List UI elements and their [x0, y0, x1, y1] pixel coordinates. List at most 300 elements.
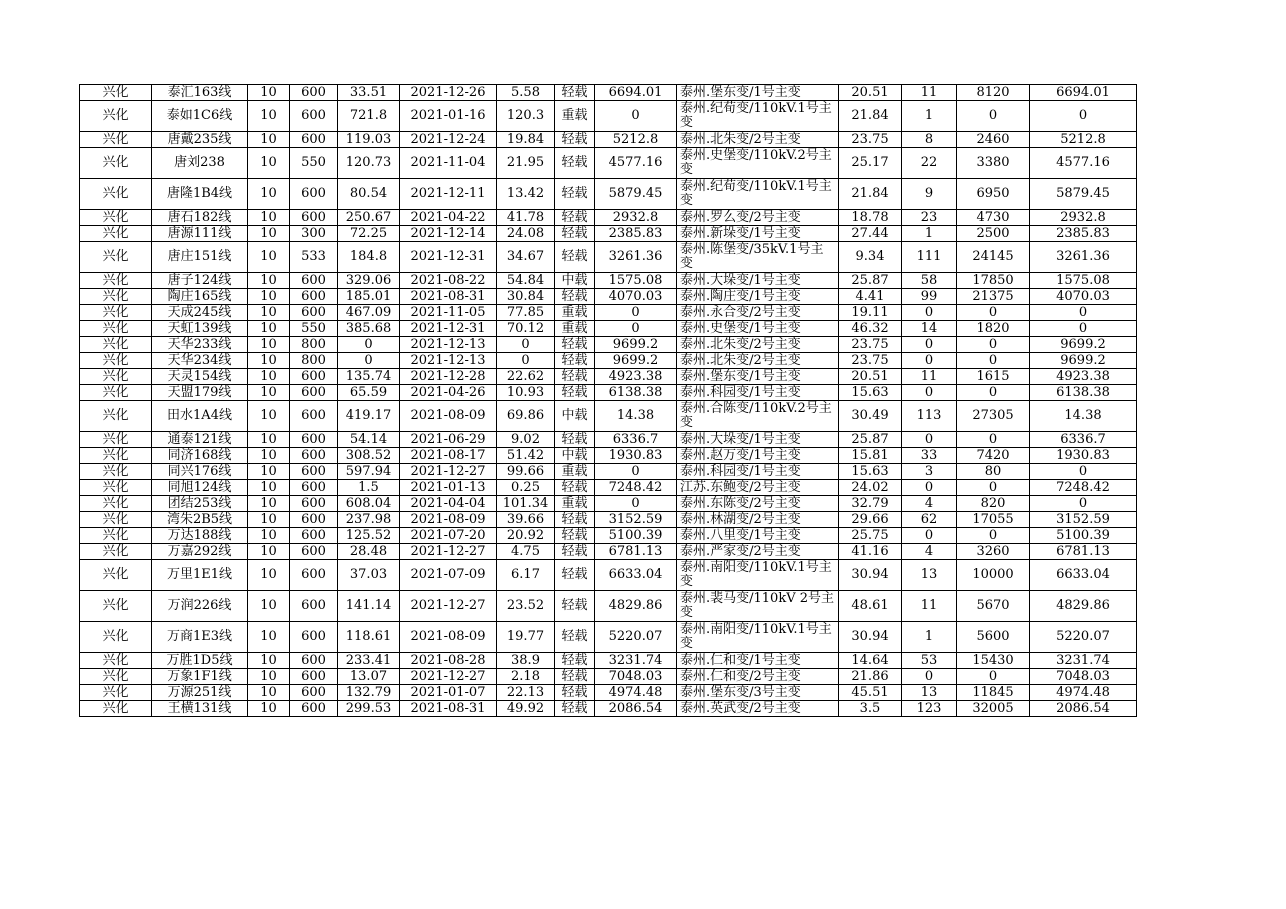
max-load-cell: 141.14: [338, 591, 400, 622]
region-cell: 兴化: [80, 653, 152, 669]
region-cell: 兴化: [80, 401, 152, 432]
transformer-load-rate-cell: 25.87: [839, 432, 902, 448]
transformer-load-rate-cell: 15.63: [839, 385, 902, 401]
transformer-load-rate-cell: 32.79: [839, 496, 902, 512]
capacity-cell: 600: [290, 369, 338, 385]
date-cell: 2021-12-27: [400, 464, 497, 480]
date-cell: 2021-08-28: [400, 653, 497, 669]
load-rate-cell: 0: [497, 353, 555, 369]
transformer-cell: 泰州.北朱变/2号主变: [677, 132, 839, 148]
region-cell: 兴化: [80, 622, 152, 653]
transformer-cell: 泰州.史堡变/110kV.2号主变: [677, 148, 839, 179]
region-cell: 兴化: [80, 305, 152, 321]
region-cell: 兴化: [80, 242, 152, 273]
date-cell: 2021-12-24: [400, 132, 497, 148]
remaining-capacity-cell: 4829.86: [1030, 591, 1137, 622]
max-load-cell: 329.06: [338, 273, 400, 289]
voltage-cell: 10: [248, 210, 290, 226]
capacity-cell: 600: [290, 432, 338, 448]
transformer-cell: 泰州.堡东变/1号主变: [677, 369, 839, 385]
load-rate-cell: 5.58: [497, 85, 555, 101]
transformer-cell: 泰州.北朱变/2号主变: [677, 353, 839, 369]
user-count-cell: 0: [902, 432, 957, 448]
date-cell: 2021-12-13: [400, 337, 497, 353]
remaining-capacity-cell: 4577.16: [1030, 148, 1137, 179]
line-name-cell: 万源251线: [152, 685, 248, 701]
table-row: [80, 653, 1137, 669]
user-capacity-cell: 11845: [957, 685, 1030, 701]
user-count-cell: 1: [902, 226, 957, 242]
region-cell: 兴化: [80, 226, 152, 242]
date-cell: 2021-04-26: [400, 385, 497, 401]
region-cell: 兴化: [80, 544, 152, 560]
line-name-cell: 天华234线: [152, 353, 248, 369]
transformer-load-rate-cell: 21.84: [839, 101, 902, 132]
user-capacity-cell: 1820: [957, 321, 1030, 337]
max-load-cell: 597.94: [338, 464, 400, 480]
region-cell: 兴化: [80, 289, 152, 305]
voltage-cell: 10: [248, 528, 290, 544]
transformer-cell: 泰州.大垛变/1号主变: [677, 273, 839, 289]
available-capacity-cell: 3152.59: [595, 512, 677, 528]
max-load-cell: 37.03: [338, 560, 400, 591]
capacity-cell: 300: [290, 226, 338, 242]
date-cell: 2021-01-07: [400, 685, 497, 701]
user-count-cell: 0: [902, 305, 957, 321]
load-rate-cell: 101.34: [497, 496, 555, 512]
capacity-cell: 600: [290, 85, 338, 101]
table-row: [80, 701, 1137, 717]
max-load-cell: 125.52: [338, 528, 400, 544]
table-row: [80, 289, 1137, 305]
voltage-cell: 10: [248, 101, 290, 132]
load-rate-cell: 20.92: [497, 528, 555, 544]
transformer-cell: 泰州.大垛变/1号主变: [677, 432, 839, 448]
capacity-cell: 600: [290, 512, 338, 528]
load-status-cell: 轻载: [555, 226, 595, 242]
table-row: [80, 669, 1137, 685]
remaining-capacity-cell: 7048.03: [1030, 669, 1137, 685]
voltage-cell: 10: [248, 385, 290, 401]
date-cell: 2021-12-11: [400, 179, 497, 210]
date-cell: 2021-01-13: [400, 480, 497, 496]
user-capacity-cell: 3380: [957, 148, 1030, 179]
capacity-cell: 600: [290, 622, 338, 653]
load-rate-cell: 22.62: [497, 369, 555, 385]
capacity-cell: 550: [290, 148, 338, 179]
user-count-cell: 1: [902, 622, 957, 653]
voltage-cell: 10: [248, 321, 290, 337]
load-rate-cell: 13.42: [497, 179, 555, 210]
transformer-cell: 泰州.裴马变/110kV 2号主变: [677, 591, 839, 622]
user-count-cell: 0: [902, 385, 957, 401]
max-load-cell: 119.03: [338, 132, 400, 148]
available-capacity-cell: 4923.38: [595, 369, 677, 385]
date-cell: 2021-12-13: [400, 353, 497, 369]
load-rate-cell: 9.02: [497, 432, 555, 448]
max-load-cell: 721.8: [338, 101, 400, 132]
remaining-capacity-cell: 5879.45: [1030, 179, 1137, 210]
voltage-cell: 10: [248, 544, 290, 560]
user-count-cell: 0: [902, 353, 957, 369]
transformer-load-rate-cell: 23.75: [839, 353, 902, 369]
max-load-cell: 72.25: [338, 226, 400, 242]
transformer-cell: 泰州.南阳变/110kV.1号主变: [677, 622, 839, 653]
line-name-cell: 万象1F1线: [152, 669, 248, 685]
max-load-cell: 120.73: [338, 148, 400, 179]
date-cell: 2021-04-22: [400, 210, 497, 226]
max-load-cell: 33.51: [338, 85, 400, 101]
transformer-cell: 泰州.仁和变/1号主变: [677, 653, 839, 669]
capacity-cell: 550: [290, 321, 338, 337]
available-capacity-cell: 4577.16: [595, 148, 677, 179]
line-name-cell: 王横131线: [152, 701, 248, 717]
available-capacity-cell: 14.38: [595, 401, 677, 432]
user-capacity-cell: 80: [957, 464, 1030, 480]
max-load-cell: 250.67: [338, 210, 400, 226]
voltage-cell: 10: [248, 337, 290, 353]
transformer-cell: 泰州.合陈变/110kV.2号主变: [677, 401, 839, 432]
load-rate-cell: 41.78: [497, 210, 555, 226]
transformer-load-rate-cell: 41.16: [839, 544, 902, 560]
date-cell: 2021-11-05: [400, 305, 497, 321]
available-capacity-cell: 9699.2: [595, 337, 677, 353]
remaining-capacity-cell: 0: [1030, 305, 1137, 321]
table-row: [80, 242, 1137, 273]
line-name-cell: 天盟179线: [152, 385, 248, 401]
load-rate-cell: 49.92: [497, 701, 555, 717]
region-cell: 兴化: [80, 179, 152, 210]
remaining-capacity-cell: 6138.38: [1030, 385, 1137, 401]
load-status-cell: 轻载: [555, 385, 595, 401]
date-cell: 2021-12-31: [400, 321, 497, 337]
line-name-cell: 万达188线: [152, 528, 248, 544]
user-capacity-cell: 0: [957, 432, 1030, 448]
region-cell: 兴化: [80, 669, 152, 685]
transformer-load-rate-cell: 3.5: [839, 701, 902, 717]
capacity-cell: 600: [290, 273, 338, 289]
user-capacity-cell: 2460: [957, 132, 1030, 148]
table-row: [80, 432, 1137, 448]
user-capacity-cell: 0: [957, 528, 1030, 544]
available-capacity-cell: 5100.39: [595, 528, 677, 544]
voltage-cell: 10: [248, 85, 290, 101]
transformer-cell: 泰州.科园变/1号主变: [677, 385, 839, 401]
date-cell: 2021-12-27: [400, 669, 497, 685]
capacity-cell: 533: [290, 242, 338, 273]
user-count-cell: 99: [902, 289, 957, 305]
remaining-capacity-cell: 2385.83: [1030, 226, 1137, 242]
line-name-cell: 唐隆1B4线: [152, 179, 248, 210]
user-count-cell: 11: [902, 85, 957, 101]
user-capacity-cell: 24145: [957, 242, 1030, 273]
transformer-load-rate-cell: 29.66: [839, 512, 902, 528]
capacity-cell: 600: [290, 591, 338, 622]
line-name-cell: 泰汇163线: [152, 85, 248, 101]
available-capacity-cell: 6781.13: [595, 544, 677, 560]
table-row: [80, 321, 1137, 337]
user-capacity-cell: 0: [957, 353, 1030, 369]
user-count-cell: 1: [902, 101, 957, 132]
load-status-cell: 重载: [555, 101, 595, 132]
region-cell: 兴化: [80, 385, 152, 401]
available-capacity-cell: 0: [595, 464, 677, 480]
load-rate-cell: 54.84: [497, 273, 555, 289]
user-capacity-cell: 32005: [957, 701, 1030, 717]
transformer-load-rate-cell: 21.84: [839, 179, 902, 210]
date-cell: 2021-12-31: [400, 242, 497, 273]
available-capacity-cell: 4829.86: [595, 591, 677, 622]
region-cell: 兴化: [80, 353, 152, 369]
capacity-cell: 600: [290, 528, 338, 544]
transformer-cell: 泰州.南阳变/110kV.1号主变: [677, 560, 839, 591]
capacity-cell: 600: [290, 544, 338, 560]
user-count-cell: 53: [902, 653, 957, 669]
table-row: [80, 685, 1137, 701]
available-capacity-cell: 5212.8: [595, 132, 677, 148]
region-cell: 兴化: [80, 464, 152, 480]
max-load-cell: 118.61: [338, 622, 400, 653]
max-load-cell: 0: [338, 353, 400, 369]
transformer-cell: 泰州.永合变/2号主变: [677, 305, 839, 321]
transformer-cell: 泰州.史堡变/1号主变: [677, 321, 839, 337]
capacity-cell: 600: [290, 385, 338, 401]
table-row: [80, 544, 1137, 560]
load-status-cell: 重载: [555, 321, 595, 337]
load-rate-cell: 30.84: [497, 289, 555, 305]
line-name-cell: 万里1E1线: [152, 560, 248, 591]
transformer-load-rate-cell: 15.63: [839, 464, 902, 480]
transformer-cell: 泰州.英武变/2号主变: [677, 701, 839, 717]
max-load-cell: 608.04: [338, 496, 400, 512]
load-status-cell: 轻载: [555, 544, 595, 560]
user-count-cell: 13: [902, 685, 957, 701]
remaining-capacity-cell: 6781.13: [1030, 544, 1137, 560]
load-rate-cell: 22.13: [497, 685, 555, 701]
user-capacity-cell: 2500: [957, 226, 1030, 242]
available-capacity-cell: 0: [595, 321, 677, 337]
load-rate-cell: 2.18: [497, 669, 555, 685]
load-status-cell: 轻载: [555, 560, 595, 591]
max-load-cell: 0: [338, 337, 400, 353]
transformer-cell: 泰州.陈堡变/35kV.1号主变: [677, 242, 839, 273]
line-name-cell: 通泰121线: [152, 432, 248, 448]
capacity-cell: 800: [290, 353, 338, 369]
load-rate-cell: 19.84: [497, 132, 555, 148]
capacity-cell: 600: [290, 101, 338, 132]
table-row: [80, 353, 1137, 369]
load-status-cell: 中载: [555, 273, 595, 289]
load-status-cell: 轻载: [555, 132, 595, 148]
load-status-cell: 轻载: [555, 289, 595, 305]
table-row: [80, 480, 1137, 496]
available-capacity-cell: 6336.7: [595, 432, 677, 448]
user-count-cell: 111: [902, 242, 957, 273]
line-name-cell: 团结253线: [152, 496, 248, 512]
available-capacity-cell: 6633.04: [595, 560, 677, 591]
line-name-cell: 陶庄165线: [152, 289, 248, 305]
load-rate-cell: 4.75: [497, 544, 555, 560]
user-capacity-cell: 8120: [957, 85, 1030, 101]
remaining-capacity-cell: 3231.74: [1030, 653, 1137, 669]
user-count-cell: 58: [902, 273, 957, 289]
capacity-cell: 600: [290, 653, 338, 669]
max-load-cell: 233.41: [338, 653, 400, 669]
capacity-cell: 600: [290, 685, 338, 701]
user-capacity-cell: 4730: [957, 210, 1030, 226]
user-count-cell: 113: [902, 401, 957, 432]
available-capacity-cell: 9699.2: [595, 353, 677, 369]
capacity-cell: 600: [290, 496, 338, 512]
voltage-cell: 10: [248, 622, 290, 653]
load-rate-cell: 99.66: [497, 464, 555, 480]
available-capacity-cell: 5220.07: [595, 622, 677, 653]
voltage-cell: 10: [248, 132, 290, 148]
line-name-cell: 万嘉292线: [152, 544, 248, 560]
voltage-cell: 10: [248, 701, 290, 717]
table-row: [80, 401, 1137, 432]
remaining-capacity-cell: 4974.48: [1030, 685, 1137, 701]
transformer-cell: 泰州.新垛变/1号主变: [677, 226, 839, 242]
max-load-cell: 80.54: [338, 179, 400, 210]
load-status-cell: 轻载: [555, 480, 595, 496]
user-capacity-cell: 6950: [957, 179, 1030, 210]
transformer-load-rate-cell: 15.81: [839, 448, 902, 464]
transformer-load-rate-cell: 24.02: [839, 480, 902, 496]
transformer-cell: 泰州.纪荀变/110kV.1号主变: [677, 179, 839, 210]
date-cell: 2021-04-04: [400, 496, 497, 512]
user-capacity-cell: 0: [957, 669, 1030, 685]
user-count-cell: 0: [902, 669, 957, 685]
user-count-cell: 4: [902, 544, 957, 560]
load-status-cell: 中载: [555, 448, 595, 464]
user-count-cell: 4: [902, 496, 957, 512]
user-count-cell: 62: [902, 512, 957, 528]
date-cell: 2021-08-09: [400, 401, 497, 432]
available-capacity-cell: 2932.8: [595, 210, 677, 226]
date-cell: 2021-08-31: [400, 289, 497, 305]
load-status-cell: 轻载: [555, 701, 595, 717]
date-cell: 2021-01-16: [400, 101, 497, 132]
load-status-cell: 轻载: [555, 353, 595, 369]
available-capacity-cell: 2385.83: [595, 226, 677, 242]
available-capacity-cell: 3231.74: [595, 653, 677, 669]
max-load-cell: 28.48: [338, 544, 400, 560]
load-rate-cell: 34.67: [497, 242, 555, 273]
max-load-cell: 308.52: [338, 448, 400, 464]
capacity-cell: 600: [290, 132, 338, 148]
user-capacity-cell: 5670: [957, 591, 1030, 622]
line-name-cell: 唐刘238: [152, 148, 248, 179]
transformer-load-rate-cell: 25.75: [839, 528, 902, 544]
user-capacity-cell: 17850: [957, 273, 1030, 289]
table-row: [80, 226, 1137, 242]
line-name-cell: 唐庄151线: [152, 242, 248, 273]
user-capacity-cell: 0: [957, 480, 1030, 496]
date-cell: 2021-12-26: [400, 85, 497, 101]
table-row: [80, 369, 1137, 385]
voltage-cell: 10: [248, 305, 290, 321]
transformer-cell: 泰州.北朱变/2号主变: [677, 337, 839, 353]
user-capacity-cell: 0: [957, 385, 1030, 401]
load-status-cell: 轻载: [555, 685, 595, 701]
transformer-load-rate-cell: 27.44: [839, 226, 902, 242]
available-capacity-cell: 7048.03: [595, 669, 677, 685]
remaining-capacity-cell: 0: [1030, 464, 1137, 480]
transformer-cell: 泰州.赵万变/1号主变: [677, 448, 839, 464]
load-status-cell: 轻载: [555, 669, 595, 685]
max-load-cell: 185.01: [338, 289, 400, 305]
transformer-cell: 泰州.陶庄变/1号主变: [677, 289, 839, 305]
transformer-load-rate-cell: 9.34: [839, 242, 902, 273]
load-status-cell: 轻载: [555, 242, 595, 273]
region-cell: 兴化: [80, 701, 152, 717]
user-capacity-cell: 21375: [957, 289, 1030, 305]
transformer-cell: 泰州.八里变/1号主变: [677, 528, 839, 544]
transformer-cell: 泰州.东陈变/2号主变: [677, 496, 839, 512]
user-count-cell: 123: [902, 701, 957, 717]
transformer-load-rate-cell: 30.94: [839, 560, 902, 591]
load-status-cell: 轻载: [555, 591, 595, 622]
table-row: [80, 385, 1137, 401]
remaining-capacity-cell: 7248.42: [1030, 480, 1137, 496]
voltage-cell: 10: [248, 480, 290, 496]
user-capacity-cell: 10000: [957, 560, 1030, 591]
load-status-cell: 重载: [555, 496, 595, 512]
capacity-cell: 600: [290, 560, 338, 591]
line-name-cell: 同济168线: [152, 448, 248, 464]
available-capacity-cell: 5879.45: [595, 179, 677, 210]
transformer-load-rate-cell: 23.75: [839, 132, 902, 148]
load-rate-cell: 70.12: [497, 321, 555, 337]
transformer-cell: 泰州.仁和变/2号主变: [677, 669, 839, 685]
user-count-cell: 0: [902, 337, 957, 353]
line-name-cell: 湾朱2B5线: [152, 512, 248, 528]
region-cell: 兴化: [80, 512, 152, 528]
line-name-cell: 泰如1C6线: [152, 101, 248, 132]
max-load-cell: 1.5: [338, 480, 400, 496]
transformer-load-rate-cell: 25.17: [839, 148, 902, 179]
region-cell: 兴化: [80, 369, 152, 385]
user-count-cell: 11: [902, 369, 957, 385]
table-row: [80, 512, 1137, 528]
capacity-cell: 600: [290, 289, 338, 305]
max-load-cell: 65.59: [338, 385, 400, 401]
load-status-cell: 轻载: [555, 432, 595, 448]
transformer-load-rate-cell: 23.75: [839, 337, 902, 353]
line-name-cell: 唐子124线: [152, 273, 248, 289]
region-cell: 兴化: [80, 591, 152, 622]
transformer-cell: 泰州.堡东变/1号主变: [677, 85, 839, 101]
capacity-cell: 600: [290, 179, 338, 210]
date-cell: 2021-08-09: [400, 622, 497, 653]
date-cell: 2021-12-28: [400, 369, 497, 385]
date-cell: 2021-12-27: [400, 591, 497, 622]
table-row: [80, 337, 1137, 353]
date-cell: 2021-12-14: [400, 226, 497, 242]
line-name-cell: 唐戴235线: [152, 132, 248, 148]
line-name-cell: 万润226线: [152, 591, 248, 622]
max-load-cell: 467.09: [338, 305, 400, 321]
remaining-capacity-cell: 6336.7: [1030, 432, 1137, 448]
transformer-load-rate-cell: 48.61: [839, 591, 902, 622]
region-cell: 兴化: [80, 685, 152, 701]
max-load-cell: 13.07: [338, 669, 400, 685]
voltage-cell: 10: [248, 226, 290, 242]
transformer-load-rate-cell: 45.51: [839, 685, 902, 701]
table-row: [80, 496, 1137, 512]
voltage-cell: 10: [248, 289, 290, 305]
